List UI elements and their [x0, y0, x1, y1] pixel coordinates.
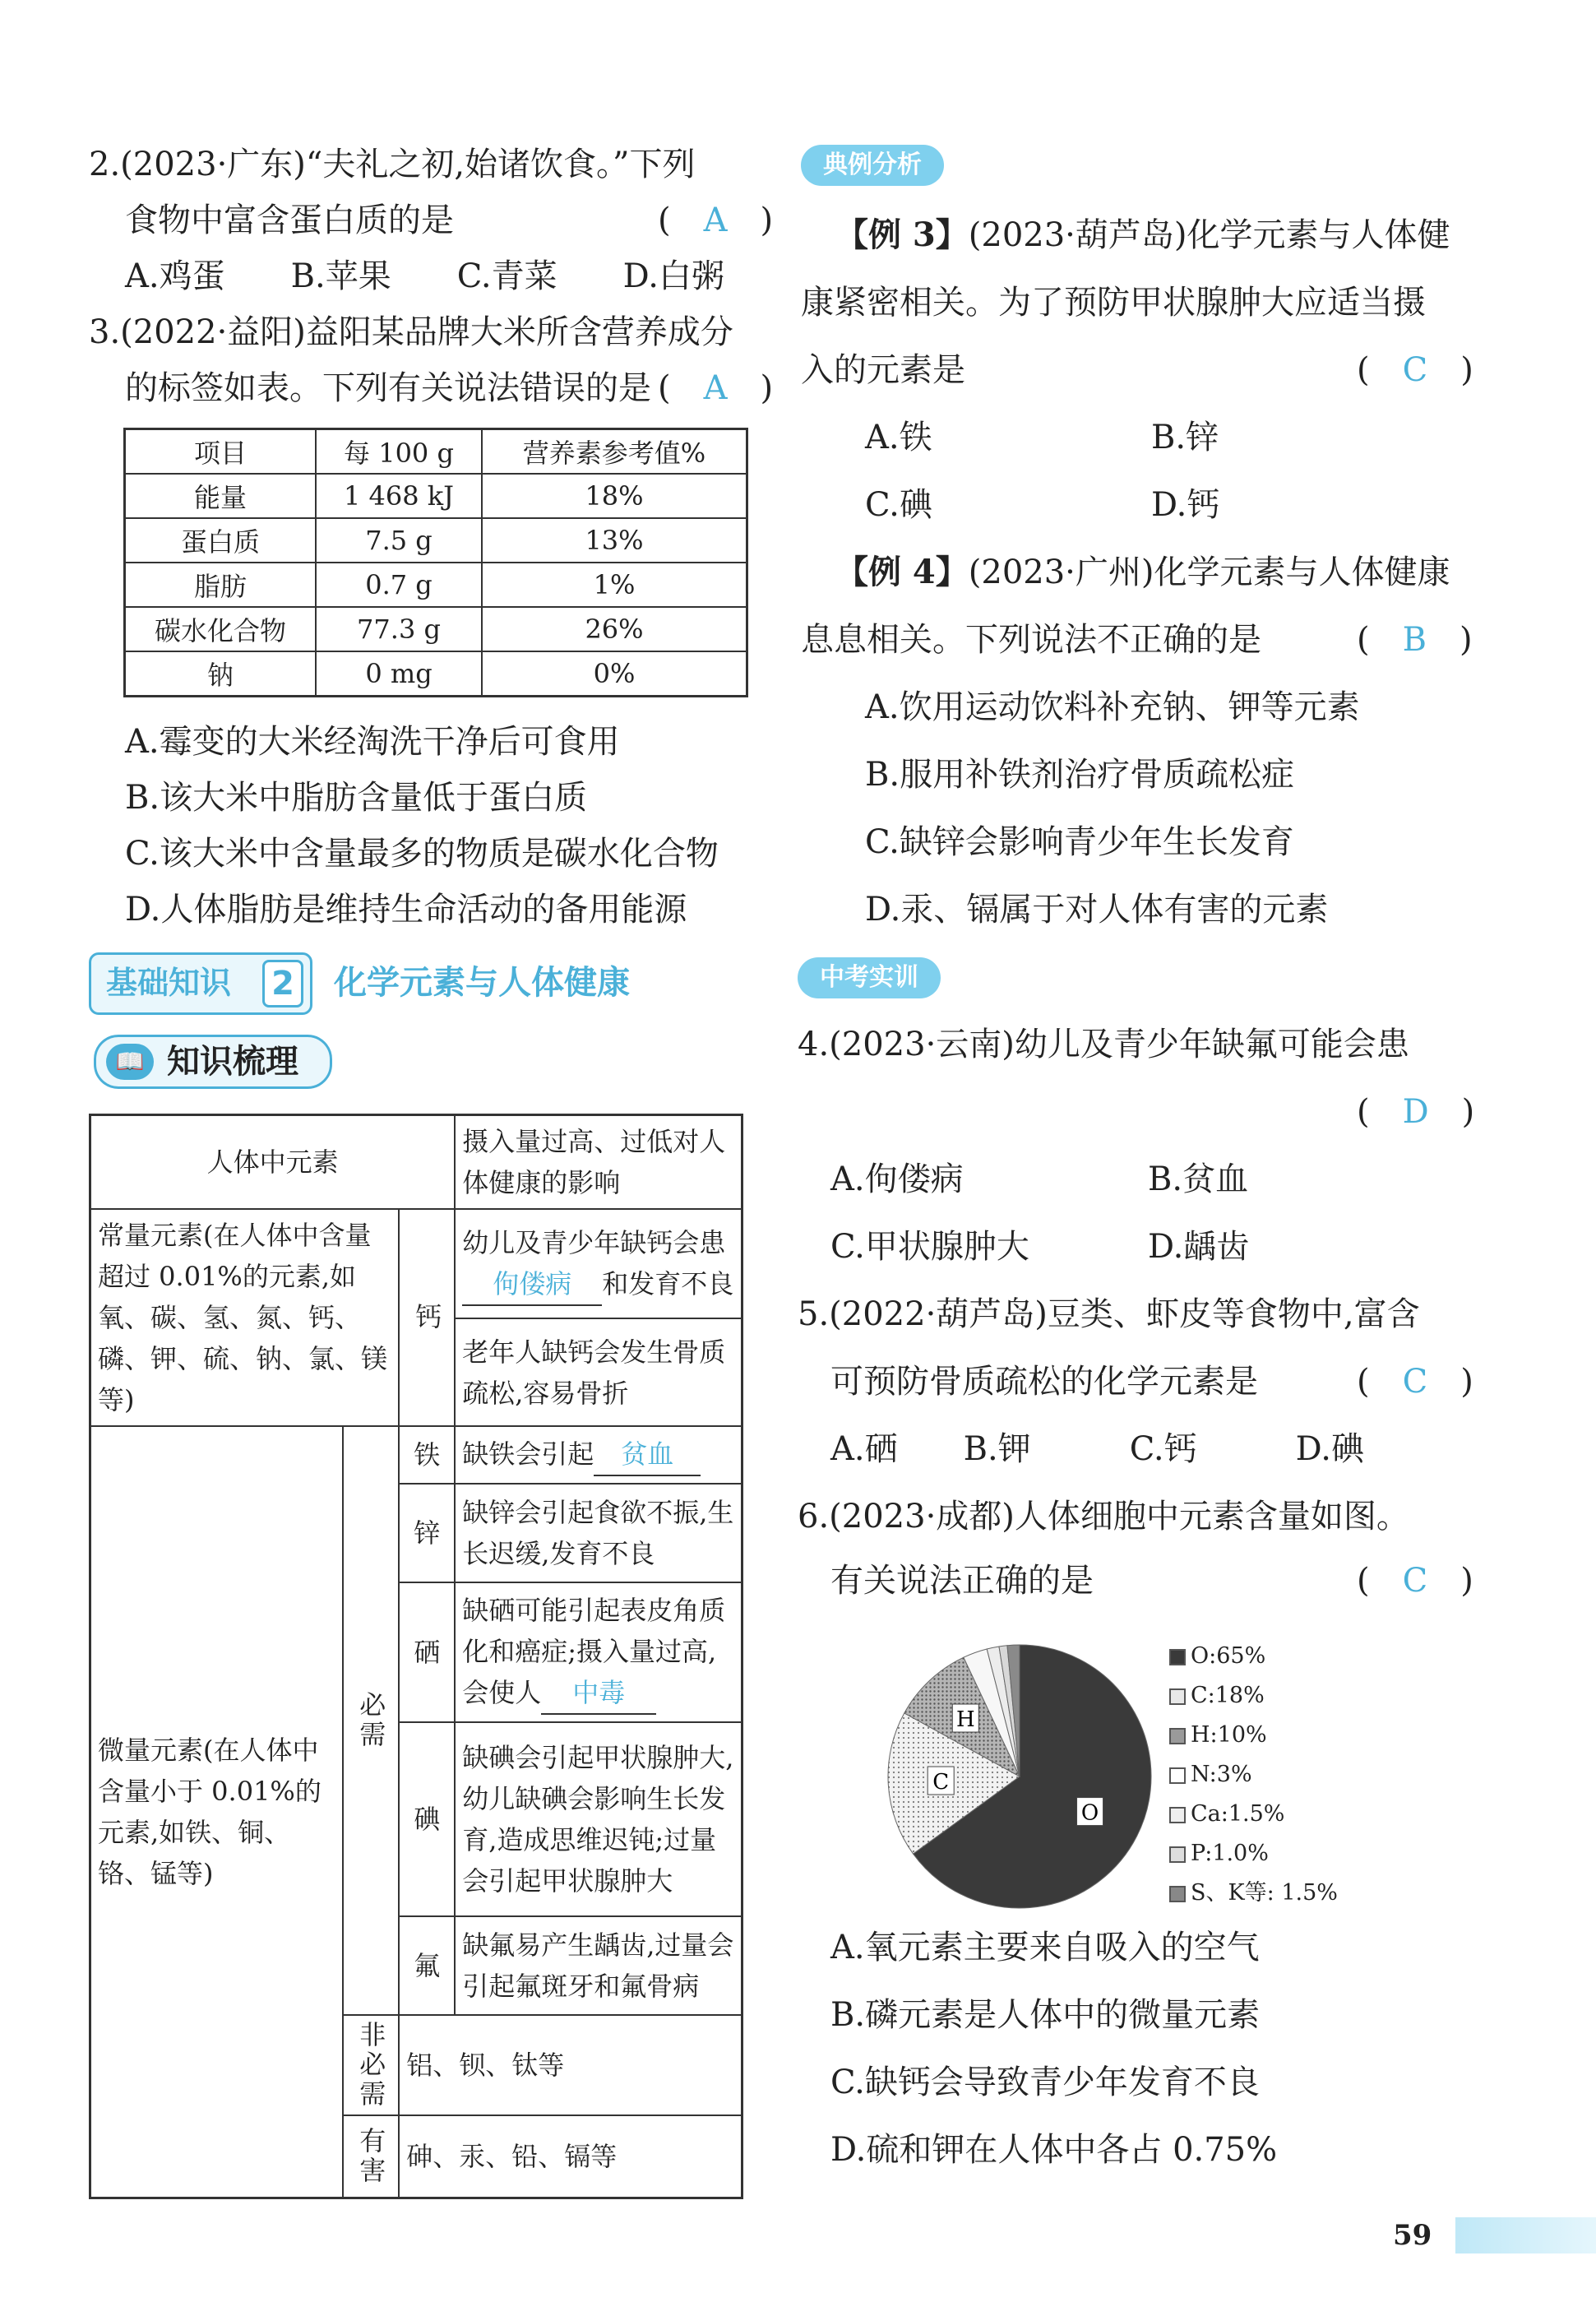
legend-swatch: [1169, 1767, 1186, 1784]
legend-swatch: [1169, 1886, 1186, 1902]
table-header: 项目: [125, 429, 317, 475]
q2-options: A.鸡蛋 B.苹果 C.青菜 D.白粥: [125, 257, 724, 295]
section-number: 2: [262, 960, 303, 1007]
legend-label: O:65%: [1191, 1643, 1266, 1669]
table-cell: 缺锌会引起食欲不振,生长迟缓,发育不良: [455, 1484, 742, 1582]
blank-fill: 中毒: [541, 1672, 656, 1715]
ex4-text: (2023·广州)化学元素与人体健康: [968, 554, 1450, 591]
q3-answer-bracket: ( A ): [658, 369, 774, 407]
knowledge-table: [89, 1114, 743, 2199]
table-header-row: [125, 429, 747, 475]
table-cell: 缺氟易产生龋齿,过量会引起氟斑牙和氟骨病: [455, 1916, 742, 2015]
legend-label: S、K等: 1.5%: [1191, 1880, 1338, 1906]
ex3-answer: C: [1402, 351, 1428, 389]
ex4-option-c: C.缺锌会影响青少年生长发育: [865, 823, 1294, 861]
table-cell: 7.5 g: [316, 518, 482, 563]
ex3-option-a: A.铁: [865, 419, 932, 456]
ex4-answer: B: [1402, 621, 1427, 659]
table-cell: 砷、汞、铅、镉等: [399, 2115, 742, 2198]
table-cell: 1 468 kJ: [316, 474, 482, 518]
page-number-bar: [1455, 2217, 1596, 2253]
ex4-option-a: A.饮用运动饮料补充钠、钾等元素: [865, 688, 1360, 726]
q4-answer-bracket: ( D ): [1357, 1093, 1475, 1131]
table-cell: 必需: [343, 1426, 399, 2015]
table-header: 摄入量过高、过低对人体健康的影响: [455, 1115, 742, 1210]
table-header: 营养素参考值%: [482, 429, 747, 475]
table-cell: 钠: [125, 651, 317, 697]
blank-fill: 佝偻病: [462, 1263, 602, 1306]
table-cell: 0%: [482, 651, 747, 697]
table-cell: 钙: [399, 1209, 455, 1426]
table-cell: 常量元素(在人体中含量超过 0.01%的元素,如氧、碳、氢、氮、钙、磷、钾、硫、钠、氯、镁等): [90, 1209, 400, 1426]
legend-swatch: [1169, 1807, 1186, 1823]
page-number: 59: [1393, 2219, 1432, 2252]
knowledge-tag: [94, 1035, 332, 1089]
q3-option-c: C.该大米中含量最多的物质是碳水化合物: [125, 835, 719, 873]
section-title: 化学元素与人体健康: [334, 964, 630, 1002]
table-cell: 氟: [399, 1916, 455, 2015]
table-cell: 老年人缺钙会发生骨质疏松,容易骨折: [455, 1318, 742, 1426]
q5-answer: C: [1402, 1363, 1428, 1401]
table-cell: 非必需: [343, 2015, 399, 2115]
ca1-text: 幼儿及青少年缺钙会患: [462, 1226, 726, 1258]
q5-line2: 可预防骨质疏松的化学元素是: [830, 1363, 1258, 1401]
ex3-option-b: B.锌: [1151, 419, 1219, 456]
table-cell: 77.3 g: [316, 607, 482, 651]
q5-line1: 5.(2022·葫芦岛)豆类、虾皮等食物中,富含: [798, 1295, 1420, 1333]
ex3-line2: 康紧密相关。为了预防甲状腺肿大应适当摄: [801, 284, 1426, 322]
table-row: [125, 607, 747, 651]
q6-line2: 有关说法正确的是: [830, 1562, 1094, 1600]
table-cell: 18%: [482, 474, 747, 518]
table-row: [125, 474, 747, 518]
table-cell: 0 mg: [316, 651, 482, 697]
se-text: 缺硒可能引起表皮角质化和癌症;摄入量过高,会使人: [462, 1595, 726, 1708]
table-cell: 1%: [482, 563, 747, 607]
q6-answer: C: [1402, 1562, 1428, 1600]
legend-entry: [1169, 1834, 1338, 1874]
legend-label: N:3%: [1191, 1762, 1252, 1787]
legend-entry: [1169, 1637, 1338, 1676]
blank-fill: 贫血: [594, 1434, 701, 1476]
ex4-answer-bracket: ( B ): [1357, 621, 1473, 659]
section-header-badge: [89, 952, 312, 1015]
legend-label: P:1.0%: [1191, 1841, 1269, 1866]
q6-option-d: D.硫和钾在人体中各占 0.75%: [830, 2131, 1278, 2169]
ex4-option-b: B.服用补铁剂治疗骨质疏松症: [865, 756, 1295, 794]
table-header-row: [90, 1115, 742, 1210]
q2-answer-bracket: ( A ): [658, 201, 774, 239]
legend-label: Ca:1.5%: [1191, 1801, 1285, 1827]
table-cell: 锌: [399, 1484, 455, 1582]
legend-swatch: [1169, 1649, 1186, 1665]
q6-option-c: C.缺钙会导致青少年发育不良: [830, 2064, 1260, 2101]
q4-line1: 4.(2023·云南)幼儿及青少年缺氟可能会患: [798, 1026, 1409, 1063]
table-cell: 能量: [125, 474, 317, 518]
ex3-answer-bracket: ( C ): [1357, 351, 1473, 389]
table-cell: 碳水化合物: [125, 607, 317, 651]
q3-line2: 的标签如表。下列有关说法错误的是: [125, 369, 651, 407]
ex4-label: 【例 4】: [835, 553, 969, 591]
table-cell: 蛋白质: [125, 518, 317, 563]
q5-options: A.硒 B.钾 C.钙 D.碘: [830, 1430, 1364, 1468]
q2-line1: 2.(2023·广东)“夫礼之初,始诸饮食。”下列: [89, 146, 696, 183]
ex4-line1: [835, 553, 1450, 592]
ex3-label: 【例 3】: [835, 215, 969, 254]
table-cell: 13%: [482, 518, 747, 563]
table-cell: 缺碘会引起甲状腺肿大,幼儿缺碘会影响生长发育,造成思维迟钝;过量会引起甲状腺肿大: [455, 1722, 742, 1916]
table-cell: 0.7 g: [316, 563, 482, 607]
table-header: 每 100 g: [316, 429, 482, 475]
table-header: 人体中元素: [90, 1115, 456, 1210]
section-label: 基础知识: [106, 965, 232, 1001]
q4-option-b: B.贫血: [1148, 1160, 1249, 1198]
q6-answer-bracket: ( C ): [1357, 1562, 1473, 1600]
pie-label: H: [955, 1707, 975, 1733]
q2-line2: 食物中富含蛋白质的是: [125, 201, 454, 239]
ex3-option-d: D.钙: [1151, 486, 1220, 524]
pie-label: C: [932, 1770, 950, 1795]
exam-practice-tag: 中考实训: [798, 957, 941, 998]
ex4-line2: 息息相关。下列说法不正确的是: [801, 621, 1261, 659]
q4-option-d: D.龋齿: [1148, 1228, 1250, 1266]
legend-swatch: [1169, 1846, 1186, 1863]
table-row: [125, 563, 747, 607]
table-row: [125, 651, 747, 697]
q4-option-a: A.佝偻病: [830, 1160, 964, 1198]
legend-entry: [1169, 1716, 1338, 1755]
table-cell: 26%: [482, 607, 747, 651]
ex3-line1: [835, 215, 1450, 255]
table-cell: 铝、钡、钛等: [399, 2015, 742, 2115]
ex3-option-c: C.碘: [865, 486, 932, 524]
ex4-option-d: D.汞、镉属于对人体有害的元素: [865, 891, 1329, 929]
pie-legend: [1169, 1637, 1338, 1913]
legend-swatch: [1169, 1728, 1186, 1744]
legend-entry: [1169, 1795, 1338, 1834]
table-cell: 脂肪: [125, 563, 317, 607]
table-cell: [455, 1426, 742, 1484]
legend-entry: [1169, 1676, 1338, 1716]
ex3-line3: 入的元素是: [801, 351, 965, 389]
q6-option-a: A.氧元素主要来自吸入的空气: [830, 1929, 1260, 1966]
table-cell: 碘: [399, 1722, 455, 1916]
q6-line1: 6.(2023·成都)人体细胞中元素含量如图。: [798, 1498, 1409, 1536]
q3-answer: A: [703, 369, 728, 407]
table-cell: 微量元素(在人体中含量小于 0.01%的元素,如铁、铜、铬、锰等): [90, 1426, 344, 2198]
table-row: [90, 1426, 742, 1484]
q3-line1: 3.(2022·益阳)益阳某品牌大米所含营养成分: [89, 313, 733, 351]
q4-option-c: C.甲状腺肿大: [830, 1228, 1029, 1266]
table-cell: 硒: [399, 1582, 455, 1722]
q2-answer: A: [703, 201, 728, 239]
table-cell: 有害: [343, 2115, 399, 2198]
ex3-text: (2023·葫芦岛)化学元素与人体健: [968, 216, 1450, 254]
pie-label: O: [1080, 1800, 1099, 1826]
q4-answer: D: [1402, 1093, 1429, 1131]
table-cell: [455, 1582, 742, 1722]
table-row: [90, 1209, 742, 1318]
book-icon: 📖: [106, 1044, 154, 1080]
legend-label: H:10%: [1191, 1722, 1267, 1748]
q5-answer-bracket: ( C ): [1357, 1363, 1473, 1401]
fe-text: 缺铁会引起: [462, 1438, 594, 1470]
table-row: [125, 518, 747, 563]
table-cell: [455, 1209, 742, 1318]
nutrition-table: [123, 428, 748, 697]
element-pie-chart: [872, 1637, 1168, 1916]
legend-entry: [1169, 1755, 1338, 1795]
knowledge-tag-label: 知识梳理: [167, 1043, 298, 1081]
table-cell: 铁: [399, 1426, 455, 1484]
q3-option-a: A.霉变的大米经淘洗干净后可食用: [125, 723, 620, 761]
legend-swatch: [1169, 1688, 1186, 1705]
q3-option-d: D.人体脂肪是维持生命活动的备用能源: [125, 891, 687, 929]
q3-option-b: B.该大米中脂肪含量低于蛋白质: [125, 779, 588, 817]
legend-entry: [1169, 1874, 1338, 1913]
example-analysis-tag: 典例分析: [801, 145, 944, 186]
ca1-text-post: 和发育不良: [602, 1267, 734, 1299]
legend-label: C:18%: [1191, 1683, 1265, 1708]
q6-option-b: B.磷元素是人体中的微量元素: [830, 1996, 1261, 2034]
